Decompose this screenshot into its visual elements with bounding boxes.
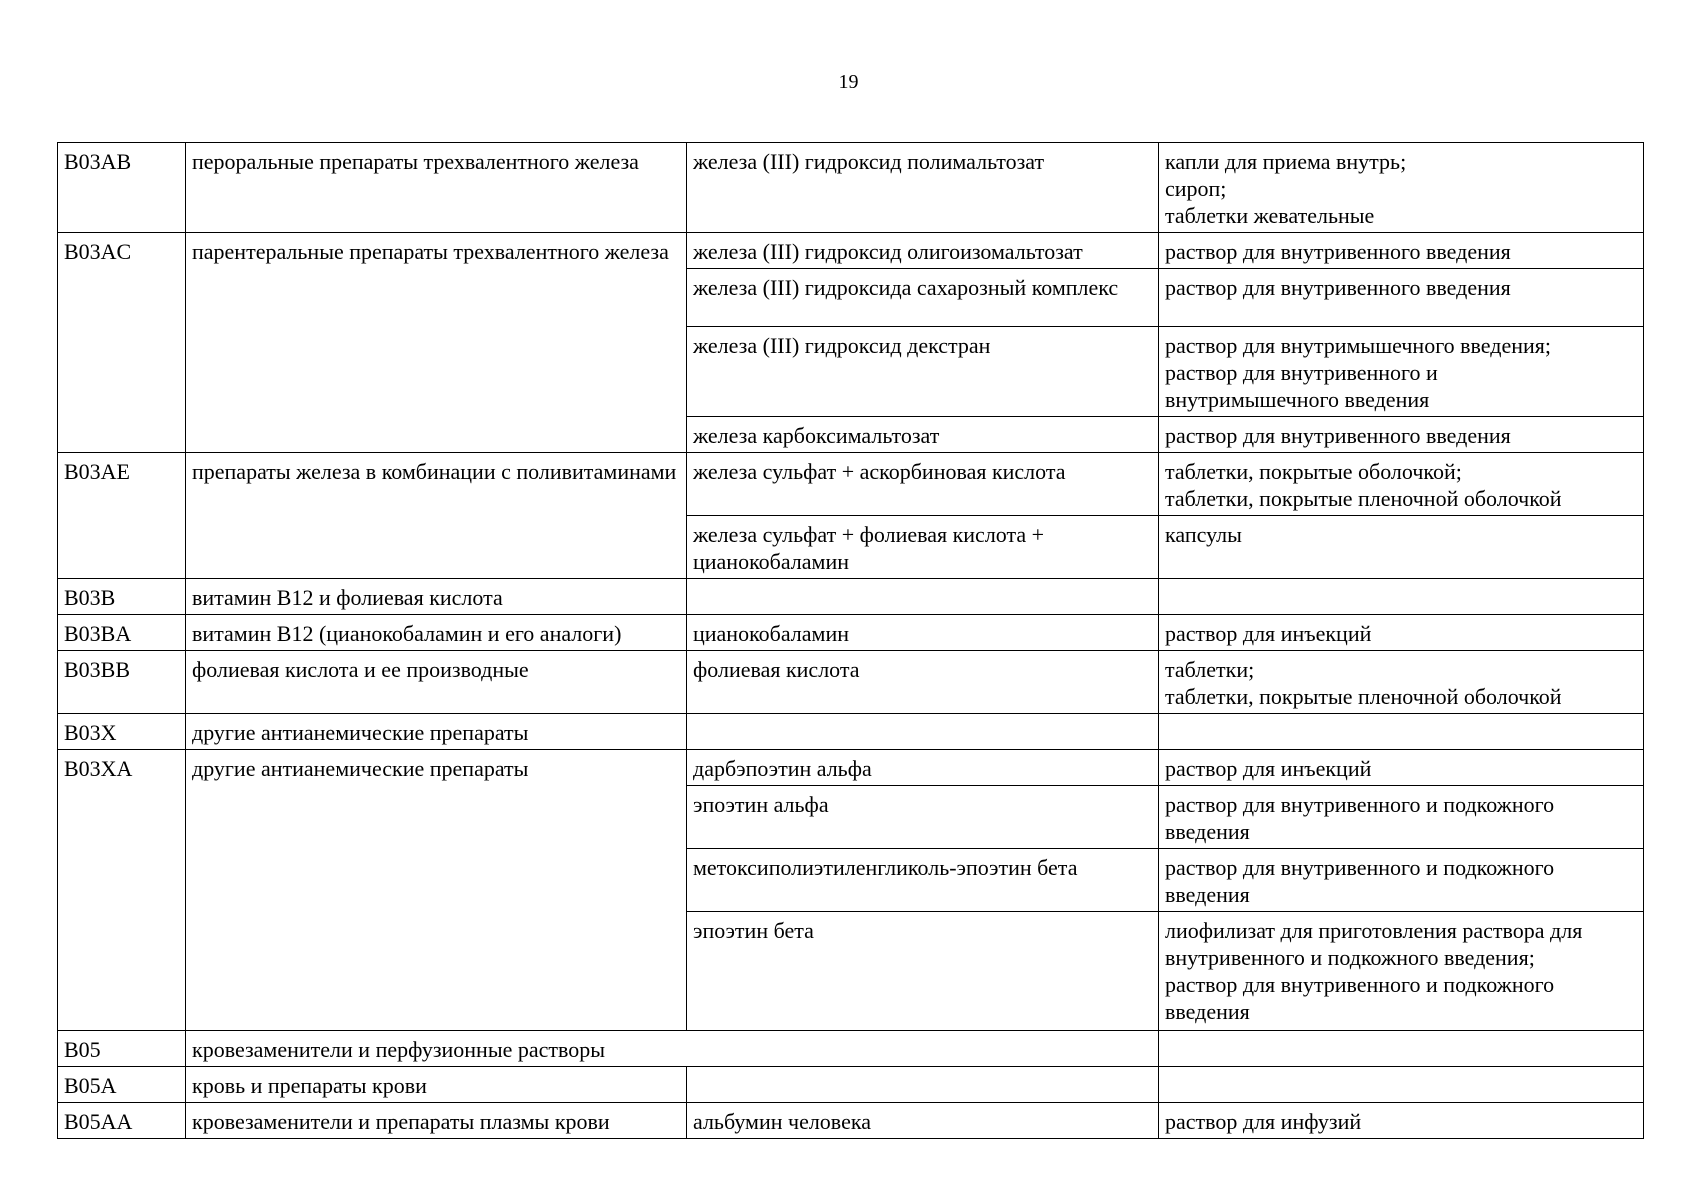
table-row bbox=[58, 579, 1644, 615]
dosage-form: раствор для внутривенного введения bbox=[1165, 275, 1511, 300]
dosage-form: внутримышечного введения bbox=[1165, 387, 1430, 412]
page-number: 19 bbox=[838, 71, 859, 93]
atc-code: B03AB bbox=[58, 143, 186, 233]
substance-name: эпоэтин бета bbox=[687, 912, 1159, 1031]
empty-cell bbox=[687, 579, 1159, 615]
atc-code: B03XA bbox=[58, 750, 186, 1031]
dosage-form: раствор для внутривенного и bbox=[1165, 360, 1438, 385]
table-row bbox=[58, 714, 1644, 750]
dosage-form: введения bbox=[1165, 999, 1250, 1024]
dosage-form: капсулы bbox=[1165, 522, 1242, 547]
table-row bbox=[58, 750, 1644, 786]
empty-cell bbox=[1159, 579, 1644, 615]
group-name: фолиевая кислота и ее производные bbox=[186, 651, 687, 714]
dosage-form: лиофилизат для приготовления раствора для bbox=[1165, 918, 1583, 943]
table-row bbox=[58, 453, 1644, 516]
group-name: пероральные препараты трехвалентного железа bbox=[186, 143, 687, 233]
dosage-forms bbox=[1159, 912, 1644, 1031]
empty-cell bbox=[1159, 1067, 1644, 1103]
dosage-forms bbox=[1159, 615, 1644, 651]
dosage-form: капли для приема внутрь; bbox=[1165, 149, 1407, 174]
group-name: кровезаменители и перфузионные растворы bbox=[186, 1031, 1159, 1067]
dosage-form: раствор для внутривенного и подкожного bbox=[1165, 855, 1555, 880]
table-row bbox=[58, 143, 1644, 233]
substance-name: железа (III) гидроксид олигоизомальтозат bbox=[687, 233, 1159, 269]
substance-name: железа карбоксимальтозат bbox=[687, 417, 1159, 453]
substance-name: железа (III) гидроксид полимальтозат bbox=[687, 143, 1159, 233]
group-name: другие антианемические препараты bbox=[186, 714, 687, 750]
table-row bbox=[58, 233, 1644, 269]
substance-name: цианокобаламин bbox=[687, 615, 1159, 651]
group-name: другие антианемические препараты bbox=[186, 750, 687, 1031]
dosage-form: раствор для инфузий bbox=[1165, 1109, 1362, 1134]
atc-code: B05A bbox=[58, 1067, 186, 1103]
dosage-form: таблетки, покрытые оболочкой; bbox=[1165, 459, 1462, 484]
dosage-forms bbox=[1159, 453, 1644, 516]
atc-code: B03X bbox=[58, 714, 186, 750]
atc-code: B03B bbox=[58, 579, 186, 615]
dosage-form: раствор для внутривенного введения bbox=[1165, 239, 1511, 264]
atc-code: B03BB bbox=[58, 651, 186, 714]
dosage-form: внутривенного и подкожного введения; bbox=[1165, 945, 1535, 970]
empty-cell bbox=[1159, 1031, 1644, 1067]
substance-name: железа (III) гидроксид декстран bbox=[687, 327, 1159, 417]
dosage-forms bbox=[1159, 516, 1644, 579]
dosage-forms bbox=[1159, 786, 1644, 849]
dosage-form: сироп; bbox=[1165, 176, 1227, 201]
dosage-form: раствор для внутривенного и подкожного bbox=[1165, 972, 1555, 997]
group-name: препараты железа в комбинации с поливитаминами bbox=[186, 453, 687, 579]
dosage-form: таблетки; bbox=[1165, 657, 1255, 682]
dosage-forms bbox=[1159, 417, 1644, 453]
substance-name: фолиевая кислота bbox=[687, 651, 1159, 714]
dosage-forms bbox=[1159, 750, 1644, 786]
dosage-forms bbox=[1159, 651, 1644, 714]
dosage-form: введения bbox=[1165, 819, 1250, 844]
atc-code: B03AC bbox=[58, 233, 186, 453]
dosage-form: раствор для инъекций bbox=[1165, 621, 1372, 646]
substance-name: эпоэтин альфа bbox=[687, 786, 1159, 849]
atc-code: B03AE bbox=[58, 453, 186, 579]
dosage-forms bbox=[1159, 849, 1644, 912]
substance-name: метоксиполиэтиленгликоль-эпоэтин бета bbox=[687, 849, 1159, 912]
dosage-forms bbox=[1159, 327, 1644, 417]
group-name: витамин B12 и фолиевая кислота bbox=[186, 579, 687, 615]
drug-table bbox=[57, 142, 1644, 1139]
empty-cell bbox=[687, 714, 1159, 750]
dosage-form: раствор для внутримышечного введения; bbox=[1165, 333, 1552, 358]
group-name: парентеральные препараты трехвалентного железа bbox=[186, 233, 687, 453]
atc-code: B03BA bbox=[58, 615, 186, 651]
substance-name: железа сульфат + фолиевая кислота + цианокобаламин bbox=[687, 516, 1159, 579]
dosage-forms bbox=[1159, 1103, 1644, 1139]
dosage-form: раствор для внутривенного введения bbox=[1165, 423, 1511, 448]
table-row bbox=[58, 1067, 1644, 1103]
empty-cell bbox=[687, 1067, 1159, 1103]
empty-cell bbox=[1159, 714, 1644, 750]
dosage-form: раствор для инъекций bbox=[1165, 756, 1372, 781]
group-name: кровь и препараты крови bbox=[186, 1067, 687, 1103]
table-row bbox=[58, 615, 1644, 651]
atc-code: B05 bbox=[58, 1031, 186, 1067]
dosage-forms bbox=[1159, 233, 1644, 269]
substance-name: альбумин человека bbox=[687, 1103, 1159, 1139]
substance-name: железа сульфат + аскорбиновая кислота bbox=[687, 453, 1159, 516]
dosage-form: таблетки, покрытые пленочной оболочкой bbox=[1165, 684, 1562, 709]
group-name: кровезаменители и препараты плазмы крови bbox=[186, 1103, 687, 1139]
dosage-form: таблетки жевательные bbox=[1165, 203, 1375, 228]
table-row bbox=[58, 1031, 1644, 1067]
substance-name: железа (III) гидроксида сахарозный комплекс bbox=[687, 269, 1159, 327]
dosage-form: таблетки, покрытые пленочной оболочкой bbox=[1165, 486, 1562, 511]
dosage-forms bbox=[1159, 143, 1644, 233]
dosage-form: введения bbox=[1165, 882, 1250, 907]
dosage-form: раствор для внутривенного и подкожного bbox=[1165, 792, 1555, 817]
group-name: витамин B12 (цианокобаламин и его аналоги) bbox=[186, 615, 687, 651]
substance-name: дарбэпоэтин альфа bbox=[687, 750, 1159, 786]
table-row bbox=[58, 1103, 1644, 1139]
table-row bbox=[58, 651, 1644, 714]
dosage-forms bbox=[1159, 269, 1644, 327]
atc-code: B05AA bbox=[58, 1103, 186, 1139]
